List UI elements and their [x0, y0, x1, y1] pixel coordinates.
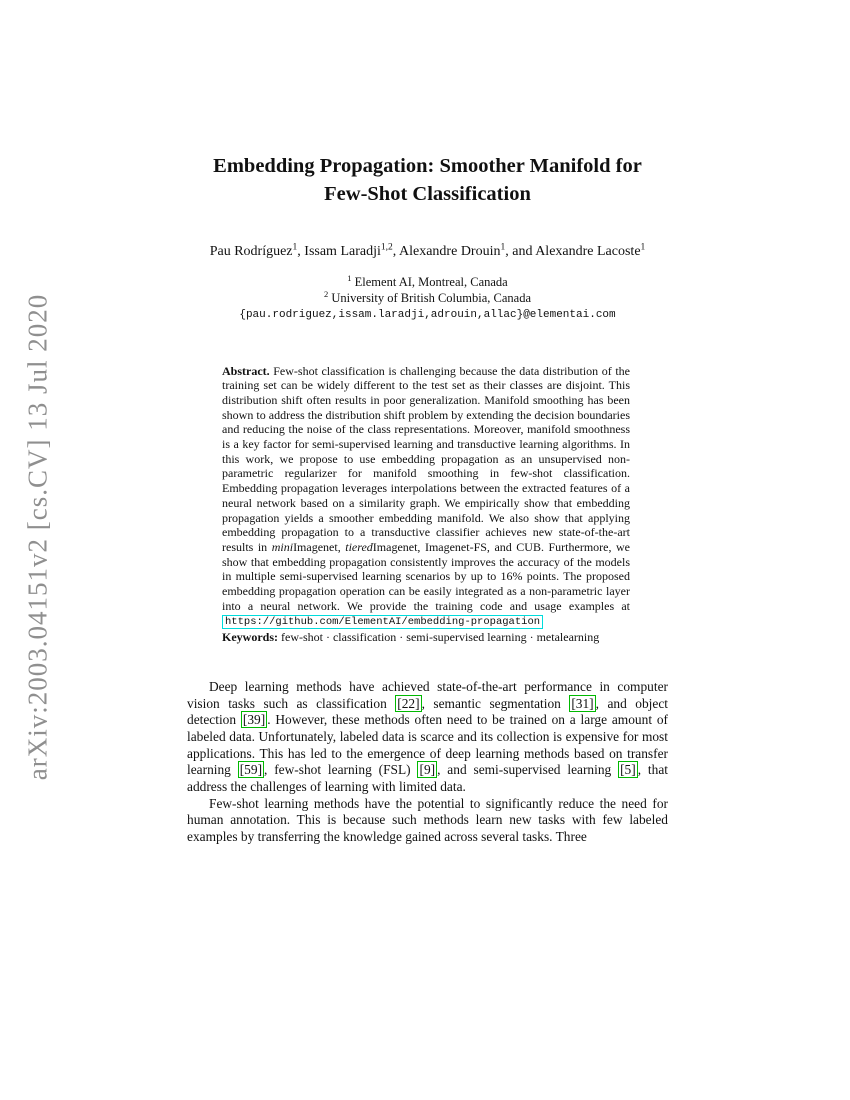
superscript: 1: [500, 242, 506, 253]
page-title: [187, 152, 668, 208]
citation-59[interactable]: [59]: [239, 762, 263, 778]
bold-text: Keywords:: [222, 630, 278, 645]
bold-text: Abstract.: [222, 363, 270, 378]
body-text: [187, 679, 668, 846]
italic-text: mini: [271, 539, 294, 554]
citation-31[interactable]: [31]: [571, 695, 594, 711]
abstract-text: Abstract. Few-shot classification is challenging because the data distribution of the training set can be widely different to the test set as their classes are disjoint. This distribution shift often results in poor generalization. Manifold smoothing has been shown to address the distribution shift problem by extending the decision boundaries and reducing the noise of the class representations. Moreover, manifold smoothness is a key factor for semi-supervised learning and transductive learning algorithms. In this work, we propose to use embedding propagation as an unsupervised non-parametric regularizer for manifold smoothing in few-shot classification. Embedding propagation leverages interpolations between the extracted features of a neural network based on a similarity graph. We empirically show that embedding propagation yields a smoother embedding manifold. We also show that applying embedding propagation to a transductive classifier achieves new state-of-the-art results in miniImagenet, tieredImagenet, Imagenet-FS, and CUB. Furthermore, we show that embedding propagation consistently improves the accuracy of the models in multiple semi-supervised learning scenarios by up to 16% points. The proposed embedding propagation operation can be easily integrated as a non-parametric layer into a neural network. We provide the training code and usage examples at https://github.com/ElementAI/embedding-propagation: [222, 363, 630, 629]
authors-line: Pau Rodríguez$^1$, Issam Laradji$^{1,2}$, Alexandre Drouin$^1$, and Alexandre Lacoste$^1$: [209, 242, 646, 259]
superscript: 1: [640, 242, 646, 253]
citation-9[interactable]: [9]: [419, 762, 436, 778]
superscript: 1,2: [380, 242, 393, 253]
title-line-2: Few-Shot Classification: [324, 183, 531, 205]
affiliations-block: [187, 272, 668, 324]
citation-22[interactable]: [22]: [397, 695, 420, 711]
superscript: 1: [292, 242, 298, 253]
email-line: {pau.rodriguez,issam.laradji,adrouin,allac}@elementai.com: [239, 309, 616, 321]
keywords-line: Keywords: few-shot · classification · semi-supervised learning · metalearning: [222, 630, 600, 645]
citation-5[interactable]: [5]: [620, 762, 636, 778]
paragraph-1: Deep learning methods have achieved state-of-the-art performance in computer vision tasks such as classification [22] , semantic segmentation [31] , and object detection [39] . However, these methods often need to be trained on a large amount of labeled data. Unfortunately, labeled data is scarce and its collection is expensive for most applications. This has led to the emergence of deep learning methods based on transfer learning [59] , few-shot learning (FSL) [9] , and semi-supervised learning [5] , that address the challenges of learning with limited data.: [187, 678, 668, 795]
affiliation-1: $^1$ Element AI, Montreal, Canada: [347, 272, 508, 289]
affiliation-2: $^2$ University of British Columbia, Canada: [323, 288, 531, 305]
superscript: 2: [323, 288, 329, 299]
citation-39[interactable]: [39]: [242, 712, 266, 728]
paper-content: [187, 152, 668, 846]
arxiv-watermark: arXiv:2003.04151v2 [cs.CV] 13 Jul 2020: [22, 293, 53, 781]
italic-text: tiered: [345, 539, 373, 554]
superscript: 1: [347, 272, 352, 283]
paragraph-2: Few-shot learning methods have the potential to significantly reduce the need for human annotation. This is because such methods learn new tasks with few labeled examples by transferring the knowledge gained across several tasks. Three: [187, 795, 668, 845]
title-line-1: Embedding Propagation: Smoother Manifold for: [213, 155, 642, 177]
github-link[interactable]: https://github.com/ElementAI/embedding-propagation: [222, 615, 543, 629]
abstract-block: [222, 364, 630, 645]
